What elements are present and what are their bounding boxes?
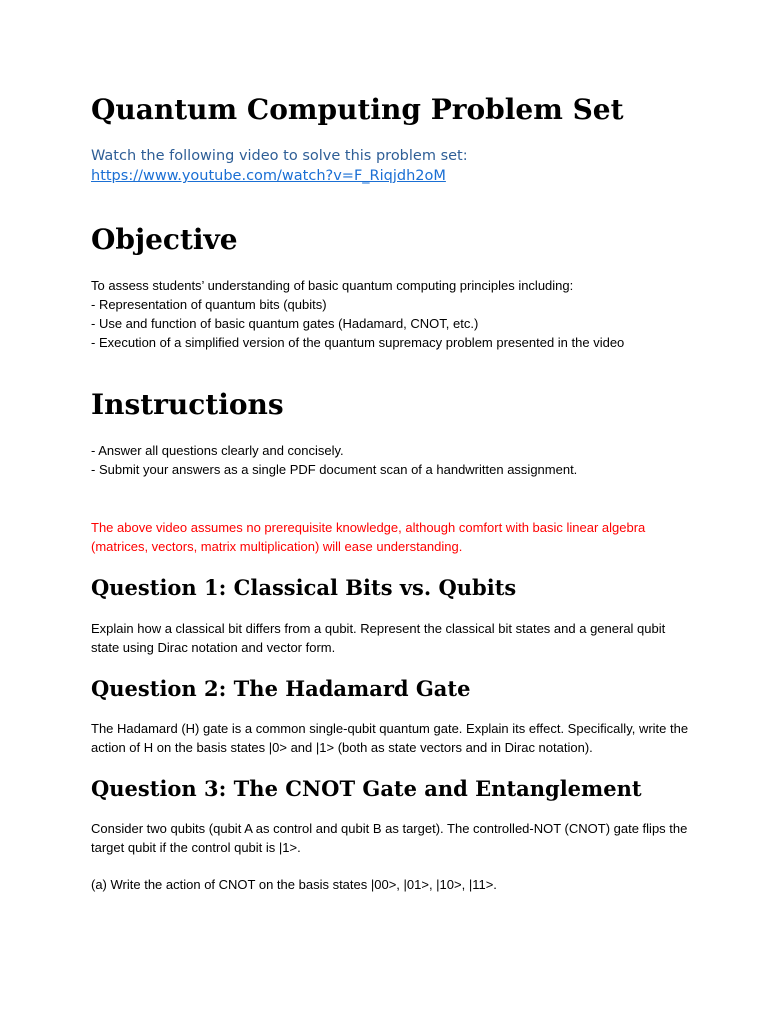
objective-line: - Execution of a simplified version of the quantum supremacy problem presented in the video xyxy=(91,335,625,350)
question-2-text xyxy=(91,719,691,757)
question-1-heading: Question 1: Classical Bits vs. Qubits xyxy=(91,575,517,600)
note-line: (matrices, vectors, matrix multiplication) will ease understanding. xyxy=(91,539,463,554)
question-3-part-a-text: (a) Write the action of CNOT on the basis states |00>, |01>, |10>, |11>. xyxy=(91,877,497,892)
question-3-line: Consider two qubits (qubit A as control and qubit B as target). The controlled-NOT (CNOT) gate flips the xyxy=(91,821,688,836)
instructions-text xyxy=(91,441,691,479)
objective-text xyxy=(91,276,691,352)
question-3-heading: Question 3: The CNOT Gate and Entanglement xyxy=(91,776,642,801)
intro-text: Watch the following video to solve this problem set: xyxy=(91,148,468,164)
instructions-line: - Answer all questions clearly and concisely. xyxy=(91,443,344,458)
objective-line: - Use and function of basic quantum gates (Hadamard, CNOT, etc.) xyxy=(91,316,479,331)
video-intro xyxy=(91,146,468,186)
instructions-heading: Instructions xyxy=(91,388,284,421)
question-3-part-a xyxy=(91,875,691,894)
instructions-line: - Submit your answers as a single PDF document scan of a handwritten assignment. xyxy=(91,462,578,477)
question-1-line: Explain how a classical bit differs from a qubit. Represent the classical bit states and a general qubit xyxy=(91,621,666,636)
document-title: Quantum Computing Problem Set xyxy=(91,93,624,126)
prerequisite-note xyxy=(91,518,691,556)
question-2-heading: Question 2: The Hadamard Gate xyxy=(91,676,471,701)
video-link[interactable]: https://www.youtube.com/watch?v=F_Riqjdh2oM xyxy=(91,168,446,184)
question-1-line: state using Dirac notation and vector form. xyxy=(91,640,336,655)
objective-heading: Objective xyxy=(91,223,238,256)
question-1-text xyxy=(91,619,691,657)
question-3-text xyxy=(91,819,691,857)
note-line: The above video assumes no prerequisite knowledge, although comfort with basic linear algebra xyxy=(91,520,646,535)
question-2-line: action of H on the basis states |0> and |1> (both as state vectors and in Dirac notation). xyxy=(91,740,593,755)
question-2-line: The Hadamard (H) gate is a common single-qubit quantum gate. Explain its effect. Specifically, write the xyxy=(91,721,689,736)
objective-line: To assess students’ understanding of basic quantum computing principles including: xyxy=(91,278,574,293)
objective-line: - Representation of quantum bits (qubits) xyxy=(91,297,327,312)
question-3-line: target qubit if the control qubit is |1>. xyxy=(91,840,301,855)
